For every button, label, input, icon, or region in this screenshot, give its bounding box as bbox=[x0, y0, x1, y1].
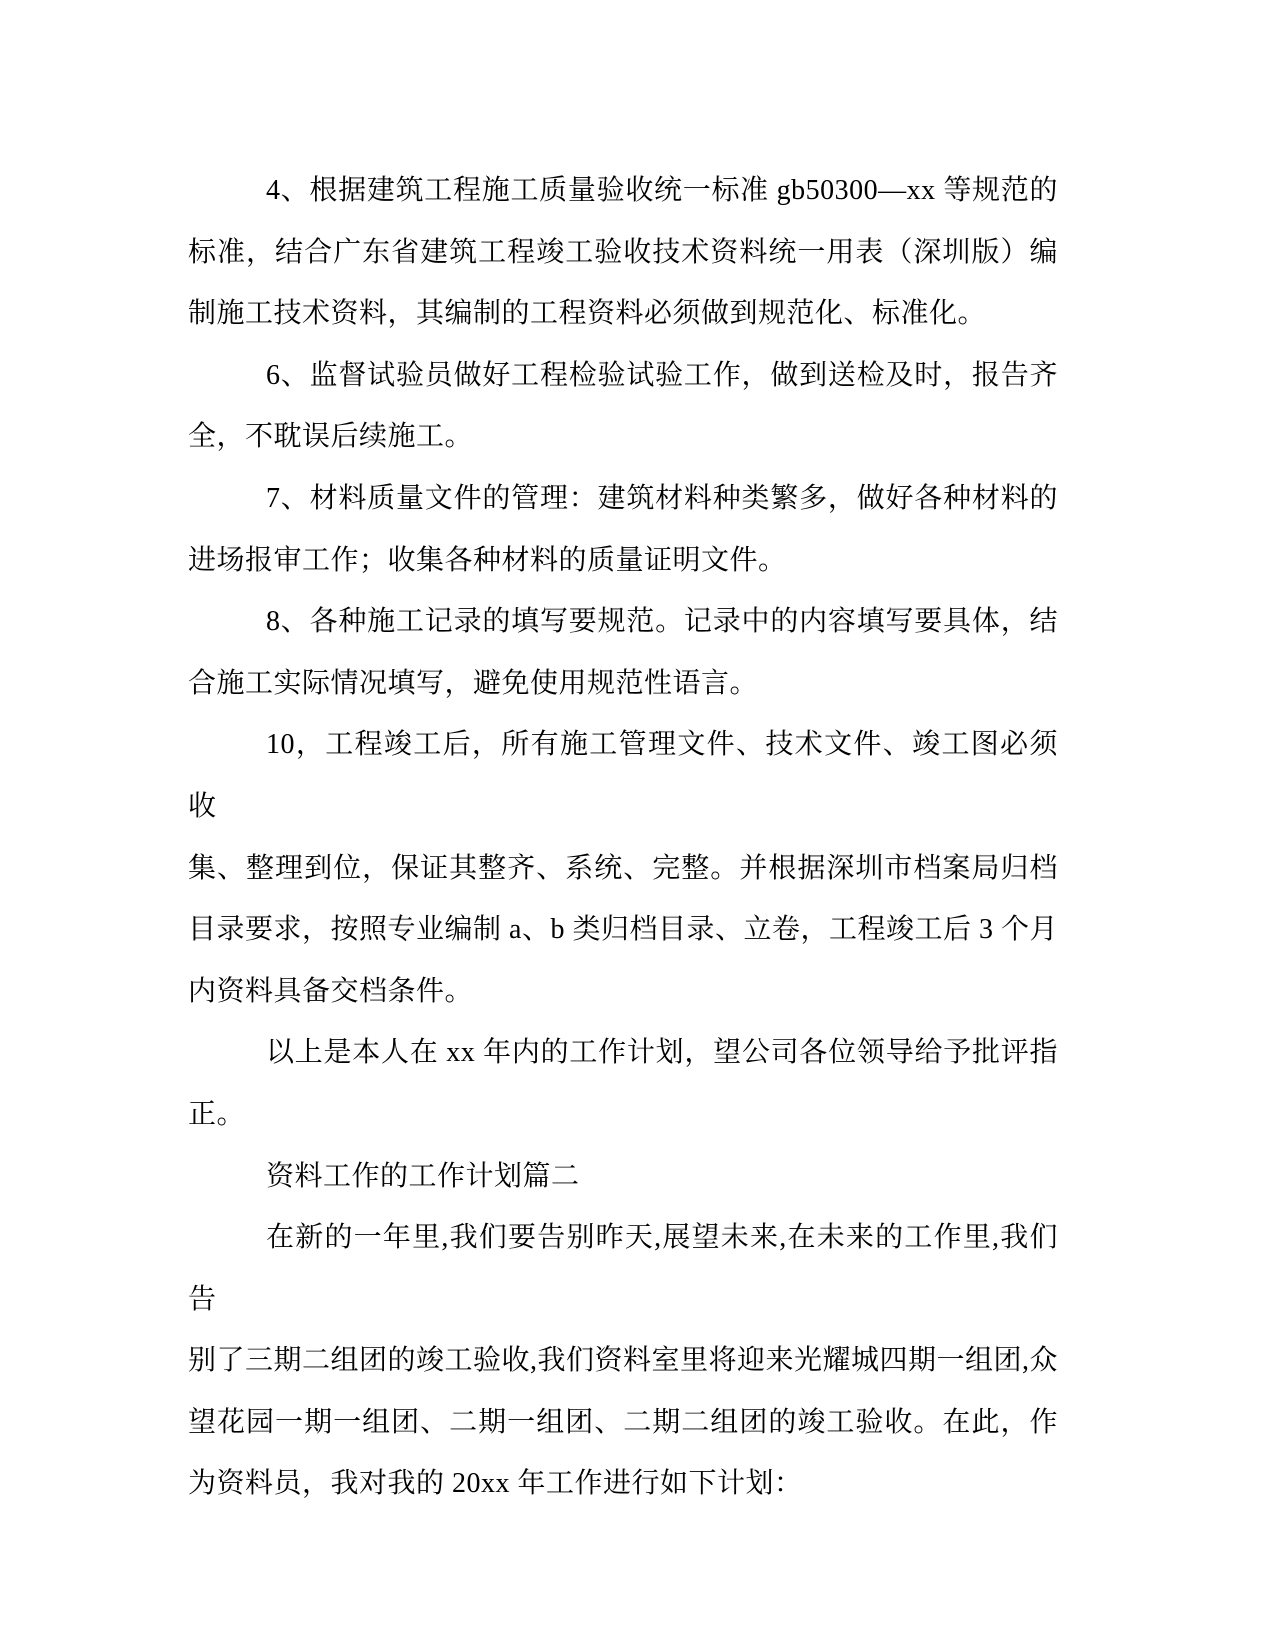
text-line: 进场报审工作；收集各种材料的质量证明文件。 bbox=[188, 544, 787, 576]
text-line: 为资料员，我对我的 20xx 年工作进行如下计划： bbox=[188, 1468, 803, 1500]
text-line: 目录要求，按照专业编制 a、b 类归档目录、立卷，工程竣工后 3 个月 bbox=[188, 914, 1058, 946]
paragraph bbox=[188, 714, 1058, 1022]
text-line: 制施工技术资料，其编制的工程资料必须做到规范化、标准化。 bbox=[188, 298, 987, 330]
text-line: 10，工程竣工后，所有施工管理文件、技术文件、竣工图必须收 bbox=[188, 729, 1058, 822]
text-line: 资料工作的工作计划篇二 bbox=[266, 1160, 580, 1192]
text-line: 以上是本人在 xx 年内的工作计划，望公司各位领导给予批评指 bbox=[266, 1037, 1058, 1069]
document-text-body bbox=[188, 160, 1058, 1515]
paragraph bbox=[188, 1146, 1058, 1208]
paragraph bbox=[188, 1022, 1058, 1145]
text-line: 合施工实际情况填写，避免使用规范性语言。 bbox=[188, 667, 759, 699]
paragraph bbox=[188, 345, 1058, 468]
text-line: 正。 bbox=[188, 1098, 246, 1130]
text-line: 望花园一期一组团、二期一组团、二期二组团的竣工验收。在此，作 bbox=[188, 1406, 1058, 1438]
text-line: 6、监督试验员做好工程检验试验工作，做到送检及时，报告齐 bbox=[266, 359, 1058, 391]
text-line: 别了三期二组团的竣工验收,我们资料室里将迎来光耀城四期一组团,众 bbox=[188, 1345, 1059, 1377]
text-line: 集、整理到位，保证其整齐、系统、完整。并根据深圳市档案局归档 bbox=[188, 852, 1058, 884]
text-line: 在新的一年里,我们要告别昨天,展望未来,在未来的工作里,我们告 bbox=[188, 1222, 1058, 1315]
text-line: 全，不耽误后续施工。 bbox=[188, 421, 474, 453]
paragraph bbox=[188, 160, 1058, 345]
text-line: 标准，结合广东省建筑工程竣工验收技术资料统一用表（深圳版）编 bbox=[188, 236, 1058, 268]
paragraph bbox=[188, 1207, 1058, 1515]
text-line: 8、各种施工记录的填写要规范。记录中的内容填写要具体，结 bbox=[266, 606, 1058, 638]
paragraph bbox=[188, 591, 1058, 714]
text-line: 内资料具备交档条件。 bbox=[188, 975, 474, 1007]
paragraph bbox=[188, 468, 1058, 591]
text-line: 7、材料质量文件的管理：建筑材料种类繁多，做好各种材料的 bbox=[266, 482, 1058, 514]
text-line: 4、根据建筑工程施工质量验收统一标准 gb50300—xx 等规范的 bbox=[266, 175, 1058, 206]
